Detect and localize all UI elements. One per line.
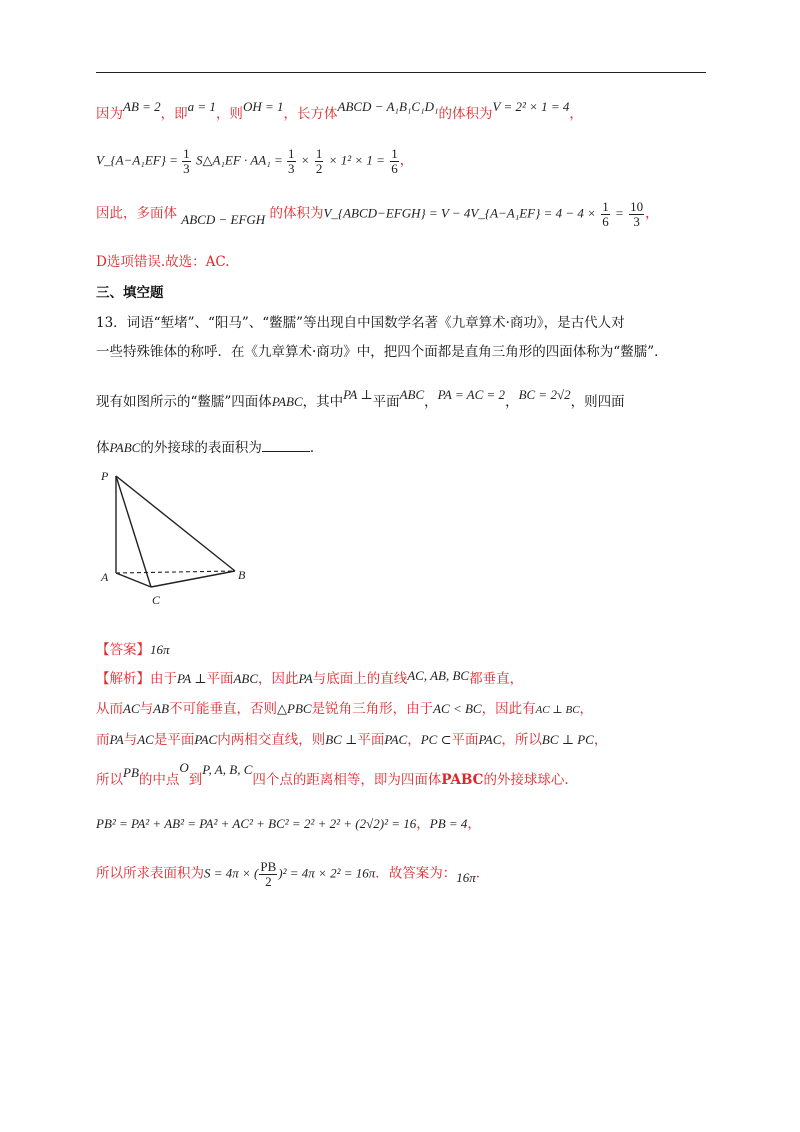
math: PABC xyxy=(271,394,303,409)
text: 与 xyxy=(123,732,138,748)
text: ， xyxy=(424,394,438,410)
math: PAC xyxy=(478,732,502,747)
header-rule xyxy=(96,72,706,73)
text: 平面 xyxy=(206,671,234,687)
math: AC < BC xyxy=(433,701,482,716)
bold-text: PABC xyxy=(441,772,484,788)
math: OH = 1 xyxy=(242,99,284,114)
question-line-3 xyxy=(96,387,625,410)
text: ，其中 xyxy=(302,394,344,410)
answer-label: 【答案】 xyxy=(96,642,150,658)
text: ，则 xyxy=(215,106,243,122)
text: 平面 xyxy=(372,394,400,410)
label-p: P xyxy=(101,469,109,483)
text: 的中点 xyxy=(138,772,180,788)
math: ABC xyxy=(399,387,425,402)
fraction: $\frac{1}{3}$ xyxy=(288,146,295,176)
math: PA ⊥ xyxy=(177,671,207,686)
tetrahedron-figure xyxy=(96,466,266,616)
answer-blank[interactable] xyxy=(262,439,310,452)
math: 16π xyxy=(456,869,476,885)
text: 而 xyxy=(96,732,110,748)
math: a = 1 xyxy=(187,99,216,114)
text: ， xyxy=(467,816,481,832)
math: BC = 2√2 xyxy=(518,387,571,402)
math: × xyxy=(300,152,310,168)
text: 与 xyxy=(139,701,154,717)
solution-line-1 xyxy=(96,99,583,122)
text: 是平面 xyxy=(153,732,195,748)
text: ，即 xyxy=(160,106,188,122)
math: △PBC xyxy=(277,701,312,716)
text: ， xyxy=(579,701,594,717)
answer-line xyxy=(96,638,170,658)
math: ABCD − A₁B₁C₁D₁ xyxy=(337,99,439,114)
analysis-line-3 xyxy=(96,728,607,748)
text: 现有如图所示的“鳖臑”四面体 xyxy=(96,394,272,410)
math: PAC xyxy=(194,732,218,747)
solution-line-4: D选项错误.故选：AC. xyxy=(96,254,230,270)
math: AB = 2 xyxy=(123,99,161,114)
text: 到 xyxy=(188,772,203,788)
edge-pb xyxy=(116,476,235,571)
analysis-line-5 xyxy=(96,812,481,832)
text: 因此，多面体 xyxy=(96,205,177,222)
question-line-4 xyxy=(96,436,323,456)
text: ， xyxy=(569,106,583,122)
math: AB xyxy=(153,701,170,716)
text: 的外接球球心. xyxy=(483,772,569,788)
analysis-label: 【解析】 xyxy=(96,671,150,687)
text: ， xyxy=(645,205,659,222)
text: 的体积为 xyxy=(269,205,324,222)
section-title: 三、填空题 xyxy=(96,285,164,301)
text: ，则四面 xyxy=(570,394,625,410)
text: ， xyxy=(505,394,519,410)
text: ，长方体 xyxy=(283,106,338,122)
text: 不可能垂直，否则 xyxy=(169,701,278,717)
text: ． xyxy=(309,440,324,456)
text: ， xyxy=(407,732,421,748)
math: AC, AB, BC xyxy=(407,668,470,683)
analysis-line-4 xyxy=(96,760,569,788)
text: 平面 xyxy=(357,732,385,748)
analysis-line-6 xyxy=(96,860,480,888)
math: AC xyxy=(137,732,154,747)
text: 的体积为 xyxy=(438,106,493,122)
math: PA xyxy=(109,732,124,747)
text: ，所以 xyxy=(501,732,542,748)
text: 所以所求表面积为 xyxy=(96,865,204,882)
question-line-1: 13．词语“堑堵”、“阳马”、“鳖臑”等出现自中国数学名著《九章算术·商功》，是古代人对 xyxy=(96,315,625,331)
analysis-line-2 xyxy=(96,697,593,717)
text: . xyxy=(475,865,481,882)
text: ．故答案为： xyxy=(375,865,457,882)
fraction: $\frac{1}{2}$ xyxy=(315,146,323,176)
label-b: B xyxy=(238,568,246,582)
text: 都垂直， xyxy=(469,671,524,687)
text: 体 xyxy=(96,440,110,456)
math: × 1² × 1 = xyxy=(328,152,385,168)
text: 四个点的距离相等，即为四面体 xyxy=(252,772,442,788)
text: 是锐角三角形，由于 xyxy=(311,701,434,717)
math: BC ⊥ xyxy=(325,732,358,747)
analysis-line-1 xyxy=(96,667,523,687)
fraction: $\frac{1}{6}$ xyxy=(391,146,398,176)
text: ，因此有 xyxy=(481,701,536,717)
text: ， xyxy=(399,152,414,169)
text: ，因此 xyxy=(258,671,299,687)
text: 与底面上的直线 xyxy=(312,671,408,687)
math: = xyxy=(615,205,624,221)
text: 的外接球的表面积为 xyxy=(140,440,262,456)
math: V = 2² × 1 = 4 xyxy=(492,99,570,114)
math: S△A₁EF · AA₁ = xyxy=(195,152,286,168)
math: P, A, B, C xyxy=(202,762,253,777)
text: ， xyxy=(416,816,430,832)
fraction: $\frac{PB}{2}$ xyxy=(260,859,277,889)
edge-cb xyxy=(151,571,235,587)
math: PB² = PA² + AB² = PA² + AC² + BC² = 2² + 2² + (2√2)² = 16 xyxy=(96,816,417,831)
text: 所以 xyxy=(96,772,123,788)
math: PA ⊥ xyxy=(343,387,373,402)
edge-ac xyxy=(116,573,151,587)
math: AC xyxy=(123,701,140,716)
math: )² = 4π × 2² = 16π xyxy=(278,865,376,881)
math: BC ⊥ PC xyxy=(541,732,594,747)
fraction: $\frac{10}{3}$ xyxy=(630,199,644,229)
answer-value: 16π xyxy=(150,642,170,657)
text: 由于 xyxy=(150,671,177,687)
math: AC ⊥ BC xyxy=(535,704,580,716)
label-c: C xyxy=(152,593,161,607)
math: ABC xyxy=(233,671,259,686)
math: V_{A−A₁EF} = xyxy=(96,152,182,168)
edge-ab-hidden xyxy=(116,571,235,573)
math: PB xyxy=(123,765,139,780)
math: S = 4π × ( xyxy=(204,865,259,881)
math: ABCD − EFGH xyxy=(181,211,266,227)
math: PAC xyxy=(384,732,408,747)
math: O xyxy=(179,760,189,775)
text: 从而 xyxy=(96,701,123,717)
question-line-2: 一些特殊锥体的称呼．在《九章算术·商功》中，把四个面都是直角三角形的四面体称为“鳖臑”． xyxy=(96,344,668,360)
solution-line-3 xyxy=(96,200,659,228)
fraction: $\frac{1}{3}$ xyxy=(183,146,190,176)
text: 内两相交直线，则 xyxy=(217,732,326,748)
math: PABC xyxy=(109,440,141,455)
text: 因为 xyxy=(96,106,123,122)
edge-pc xyxy=(116,476,151,587)
math: PC ⊂ xyxy=(420,732,452,747)
fraction: $\frac{1}{6}$ xyxy=(602,199,609,229)
math: PB = 4 xyxy=(429,816,468,831)
text: 平面 xyxy=(451,732,479,748)
math: PA xyxy=(298,671,313,686)
math: V_{ABCD−EFGH} = V − 4V_{A−A₁EF} = 4 − 4 × xyxy=(323,205,596,221)
text: ， xyxy=(593,732,608,748)
label-a: A xyxy=(101,570,109,584)
solution-line-2 xyxy=(96,147,413,175)
math: PA = AC = 2 xyxy=(437,387,506,402)
